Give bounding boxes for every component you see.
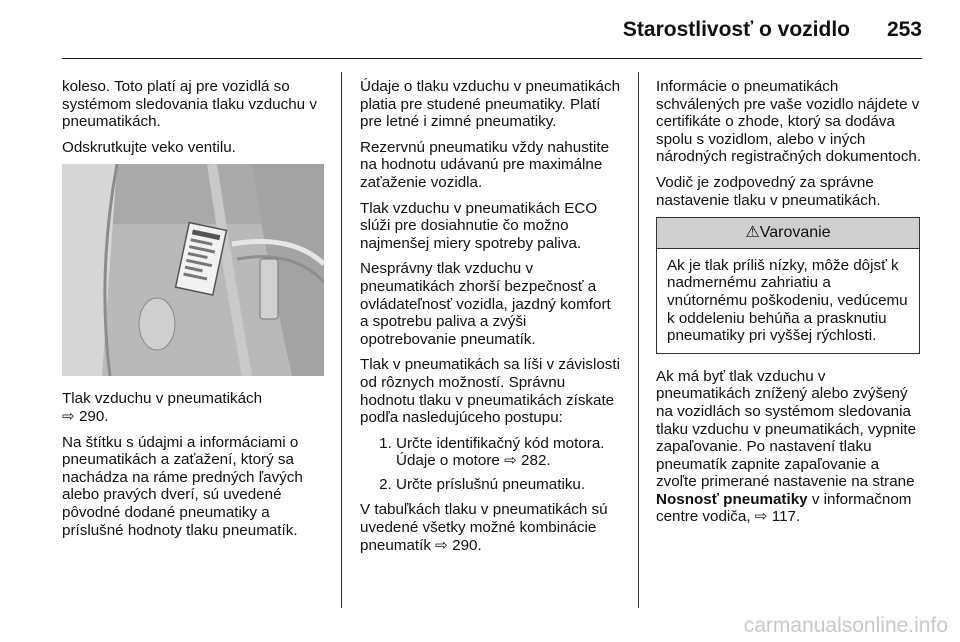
reference-arrow-icon: ⇨ (754, 508, 768, 526)
paragraph: Tlak v pneumatikách sa líši v závislosti od rôznych možností. Správnu hodnotu tlaku v pneumatikách získate podľa nasledujúceho postupu: (360, 356, 620, 427)
page-title: Starostlivosť o vozidlo (622, 18, 850, 41)
list-item: 2. Určte príslušnú pneumatiku. (396, 476, 622, 494)
caption-text: Tlak vzduchu v pneumatikách (62, 390, 263, 408)
reference-arrow-icon: ⇨ (62, 407, 75, 425)
door-frame-label-photo (62, 164, 324, 376)
reference-arrow-icon: ⇨ (504, 452, 517, 470)
paragraph: Tlak vzduchu v pneumatikách ECO slúži pre dosiahnutie čo možno najmenšej miery spotreby paliva. (360, 199, 598, 252)
list-item: 1. Určte identifikačný kód motora. Údaje o motore ⇨ 282. (396, 435, 622, 470)
page-reference[interactable]: 282. (521, 452, 551, 470)
paragraph: Odskrutkujte veko ventilu. (62, 138, 236, 156)
page-number: 253 (886, 18, 922, 41)
page-header (0, 0, 960, 62)
warning-text: Ak je tlak príliš nízky, môže dôjsť k nadmernému zahriatiu a vnútornému poškodeniu, vedúcemu k oddeleniu behúňa a prasknutiu pneumatiky pri vyššej rýchlosti. (667, 256, 908, 345)
paragraph: V tabuľkách tlaku v pneumatikách sú uvedené všetky možné kombinácie pneumatík ⇨ 290. (360, 501, 608, 554)
menu-term: Nosnosť pneumatiky (656, 490, 808, 508)
photo-caption (62, 390, 326, 425)
warning-header (657, 218, 919, 249)
warning-box (656, 217, 920, 354)
column-divider (638, 72, 639, 608)
watermark: carmanualsonline.info (743, 614, 948, 637)
paragraph: Ak má byť tlak vzduchu v pneumatikách znížený alebo zvýšený na vozidlách so systémom sledovania tlaku vzduchu v pneumatikách, vypnite zapaľovanie. Po nastavení tlaku pneumatík zapnite zapaľovanie a zvoľte primerané nastavenie na strane Nosnosť pneumatiky v informačnom centre vodiča, ⇨ 117. (656, 367, 917, 526)
page-reference[interactable]: 290. (452, 536, 482, 554)
paragraph: Rezervnú pneumatiku vždy nahustite na hodnotu udávanú pre maximálne zaťaženie vozidla. (360, 138, 610, 191)
column-2 (360, 78, 622, 562)
page-reference[interactable]: 117. (771, 508, 801, 526)
warning-icon: ⚠ (745, 224, 760, 242)
paragraph: Údaje o tlaku vzduchu v pneumatikách platia pre studené pneumatiky. Platí pre letné i zimné pneumatiky. (360, 78, 621, 131)
column-3 (656, 78, 924, 534)
header-rule (62, 58, 922, 59)
reference-arrow-icon: ⇨ (435, 536, 448, 554)
procedure-list (360, 435, 622, 494)
paragraph: Informácie o pneumatikách schválených pre vaše vozidlo nájdete v certifikáte o zhode, ktorý sa dodáva spolu s vozidlom, alebo v iných národných registračných dokumentoch. (656, 78, 922, 166)
paragraph: Na štítku s údajmi a informáciami o pneumatikách a zaťažení, ktorý sa nachádza na ráme predných ľavých alebo pravých dverí, sú uvedené pôvodné dodané pneumatiky a príslušné hodnoty tlaku pneumatík. (62, 433, 303, 539)
column-divider (341, 72, 342, 608)
paragraph: koleso. Toto platí aj pre vozidlá so systémom sledovania tlaku vzduchu v pneumatikách. (62, 78, 317, 131)
page-reference[interactable]: 290. (78, 407, 109, 425)
warning-title: Varovanie (759, 224, 831, 242)
paragraph: Nesprávny tlak vzduchu v pneumatikách zhorší bezpečnosť a ovládateľnosť vozidla, jazdný komfort a spotrebu paliva a zvýši opotrebovanie pneumatík. (360, 260, 611, 348)
column-1 (62, 78, 326, 547)
paragraph: Vodič je zodpovedný za správne nastavenie tlaku v pneumatikách. (656, 173, 881, 209)
